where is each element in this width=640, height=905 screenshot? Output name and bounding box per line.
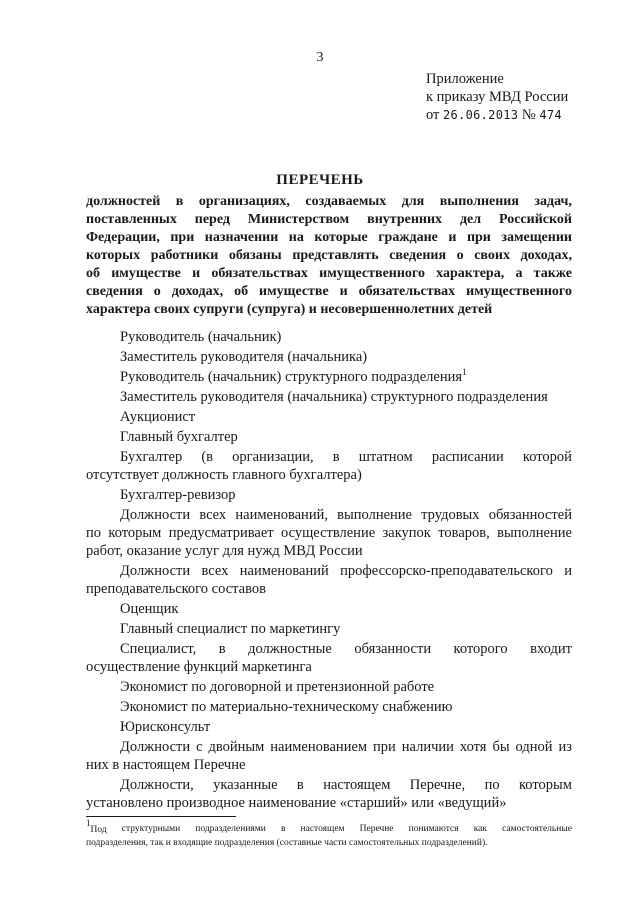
position-title: Заместитель руководителя (начальника) <box>120 349 368 365</box>
position-title: Специалист, в должностные обязанности которого входит <box>120 641 572 657</box>
list-item <box>86 408 572 426</box>
list-item <box>86 620 572 638</box>
position-title: Экономист по материально-техническому снабжению <box>120 699 453 715</box>
position-title: Должности с двойным наименованием при наличии хотя бы одной из <box>120 739 572 755</box>
document-title: ПЕРЕЧЕНЬ <box>276 172 364 188</box>
page-number: 3 <box>316 50 324 65</box>
position-title: Должности всех наименований, выполнение трудовых обязанностей <box>120 507 572 523</box>
appendix-date-line <box>426 106 568 124</box>
position-title: Должности, указанные в настоящем Перечне, по которым <box>120 777 572 793</box>
footnote <box>86 818 572 850</box>
list-item <box>86 448 572 484</box>
subtitle-line: должностей в организациях, создаваемых для выполнения задач, <box>86 194 572 209</box>
subtitle-line: поставленных перед Министерством внутренних дел Российской <box>86 212 572 227</box>
footnote-line: подразделения, так и входящие подразделения (составные части самостоятельных подразделений). <box>86 838 488 848</box>
position-title-continuation: отсутствует должность главного бухгалтера) <box>86 467 362 483</box>
list-item <box>86 368 572 386</box>
list-item <box>86 640 572 676</box>
date-prefix: от <box>426 107 440 123</box>
appendix-label: Приложение <box>426 71 504 87</box>
order-date: 26.06.2013 <box>443 108 519 122</box>
position-title-continuation: осуществление функций маркетинга <box>86 659 312 675</box>
footnote-mark: 1 <box>86 818 91 828</box>
footnote-divider <box>86 816 236 817</box>
document-subtitle <box>86 193 572 319</box>
list-item <box>86 776 572 812</box>
list-item <box>86 348 572 366</box>
position-title: Экономист по договорной и претензионной работе <box>120 679 435 695</box>
list-item <box>86 562 572 598</box>
subtitle-line: характера своих супруги (супруга) и несовершеннолетних детей <box>86 302 493 317</box>
position-title: Юрисконсульт <box>120 719 211 735</box>
position-title: Главный бухгалтер <box>120 429 238 445</box>
position-title: Оценщик <box>120 601 179 617</box>
list-item <box>86 506 572 560</box>
position-title-continuation: по которым предусматривает осуществление закупок товаров, выполнение <box>86 525 572 541</box>
positions-list <box>86 328 572 814</box>
list-item <box>86 428 572 446</box>
position-title: Главный специалист по маркетингу <box>120 621 341 637</box>
position-title-continuation: установлено производное наименование «старший» или «ведущий» <box>86 795 507 811</box>
subtitle-line: об имуществе и обязательствах имущественного характера, а также <box>86 266 572 281</box>
footnote-reference: 1 <box>462 367 467 377</box>
list-item <box>86 698 572 716</box>
subtitle-line: Федерации, при назначении на которые граждане и при замещении <box>86 230 572 245</box>
position-title: Руководитель (начальник) структурного подразделения$^1$ <box>120 367 467 385</box>
number-sign: № <box>521 107 536 123</box>
position-title: Бухгалтер (в организации, в штатном расписании которой <box>120 449 572 465</box>
footnote-line: $^1$Под структурными подразделениями в настоящем Перечне понимаются как самостоятельные <box>86 818 572 835</box>
list-item <box>86 738 572 774</box>
position-title: Заместитель руководителя (начальника) структурного подразделения <box>120 389 548 405</box>
position-title: Аукционист <box>120 409 196 425</box>
position-title: Бухгалтер-ревизор <box>120 487 236 503</box>
position-title-continuation: работ, оказание услуг для нужд МВД России <box>86 543 363 559</box>
position-title: Руководитель (начальник) <box>120 329 282 345</box>
list-item <box>86 388 572 406</box>
list-item <box>86 486 572 504</box>
list-item <box>86 600 572 618</box>
list-item <box>86 718 572 736</box>
position-title-continuation: них в настоящем Перечне <box>86 757 246 773</box>
order-number: 474 <box>539 108 562 122</box>
list-item <box>86 678 572 696</box>
list-item <box>86 328 572 346</box>
subtitle-line: которых работники обязаны представлять сведения о своих доходах, <box>86 248 572 263</box>
appendix-header <box>426 70 568 124</box>
position-title: Должности всех наименований профессорско-преподавательского и <box>120 563 572 579</box>
position-title-continuation: преподавательского составов <box>86 581 266 597</box>
appendix-order-reference: к приказу МВД России <box>426 89 569 105</box>
subtitle-line: сведения о доходах, об имуществе и обязательствах имущественного <box>86 284 572 299</box>
